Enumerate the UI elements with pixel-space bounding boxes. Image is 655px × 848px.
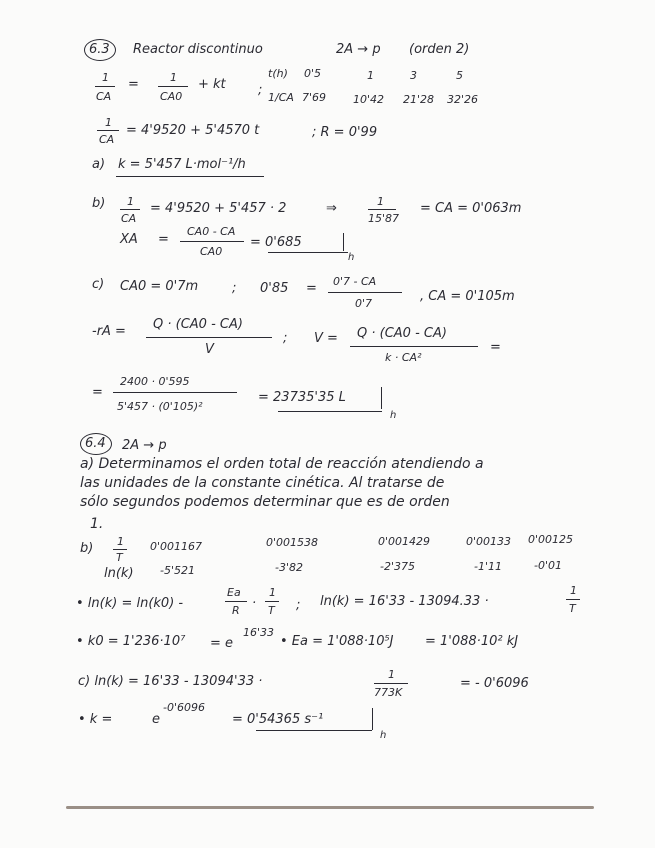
answer-underline: [278, 411, 382, 412]
exponential-base: e: [152, 712, 160, 727]
table-cell: -1'11: [474, 560, 502, 573]
conversion-value: 0'85: [260, 281, 289, 296]
fraction-num: Q · (CA0 - CA): [153, 317, 243, 332]
fraction-bar: [113, 549, 127, 550]
equals-sign: =: [306, 281, 317, 296]
fraction-bar: [180, 241, 244, 242]
concentration-result: , CA = 0'105m: [420, 289, 515, 304]
fraction-bar: [97, 130, 119, 131]
activation-energy: • Ea = 1'088·10⁵J: [280, 634, 394, 649]
fraction-den: R: [232, 604, 240, 617]
rate-constant-equation: c) ln(k) = 16'33 - 13094'33 ·: [78, 674, 263, 689]
fraction-num: CA0 - CA: [187, 225, 236, 238]
table-header-t: t(h): [268, 67, 288, 80]
answer-h-mark: h: [380, 730, 387, 741]
answer-mark: [343, 233, 344, 251]
fraction-num: 1: [269, 586, 276, 599]
answer-underline: [116, 176, 264, 177]
problem-number: 6.4: [85, 436, 106, 451]
ln-result: = - 0'6096: [460, 676, 529, 691]
table-cell: 3: [410, 69, 417, 82]
table-cell: 0'001429: [378, 535, 431, 548]
table-cell: 5: [456, 69, 463, 82]
fitted-equation: ln(k) = 16'33 - 13094.33 ·: [320, 594, 489, 609]
equals-sign: =: [490, 340, 501, 355]
linear-fit: = 4'9520 + 5'4570 t: [126, 123, 260, 138]
fraction-bar: [368, 209, 396, 210]
fraction-den: CA: [121, 212, 137, 225]
fraction-bar: [265, 601, 279, 602]
fraction-den: k · CA²: [385, 351, 422, 364]
exponential: = e: [210, 636, 234, 651]
reaction: 2A → p: [336, 42, 381, 57]
part-label: c): [92, 277, 105, 292]
table-cell: 0'001167: [150, 540, 203, 553]
text-line: 1.: [90, 516, 104, 532]
problem-number: 6.3: [89, 42, 110, 57]
page-bottom-edge: [66, 806, 594, 809]
activation-energy-result: = 1'088·10² kJ: [425, 634, 519, 649]
volume-symbol: V =: [314, 331, 338, 346]
reaction: 2A → p: [122, 438, 167, 453]
fraction-num: 2400 · 0'595: [120, 375, 190, 388]
table-cell: -5'521: [160, 564, 195, 577]
table-cell: 0'001538: [266, 536, 319, 549]
fraction-bar: [225, 601, 247, 602]
fraction-den: CA: [99, 133, 115, 146]
equals-sign: =: [128, 77, 139, 92]
fraction-den: CA: [96, 90, 112, 103]
initial-concentration: CA0 = 0'7m: [120, 279, 199, 294]
fraction-bar: [113, 392, 237, 393]
exponent: -0'6096: [163, 701, 205, 714]
part-label: b): [80, 541, 94, 556]
conversion-result: = 0'685: [250, 235, 302, 250]
volume-result: = 23735'35 L: [258, 390, 346, 405]
separator: ;: [258, 83, 263, 98]
fraction-den: 5'457 · (0'105)²: [117, 400, 203, 413]
separator: ;: [283, 331, 288, 346]
answer-h-mark: h: [348, 252, 355, 263]
multiply-dot: ·: [252, 596, 257, 611]
text-line: a) Determinamos el orden total de reacción atendiendo a: [80, 456, 484, 472]
preexponential-factor: • k0 = 1'236·10⁷: [76, 634, 186, 649]
table-header-lnk: ln(k): [104, 566, 134, 581]
table-cell: 0'00125: [528, 533, 574, 546]
fraction-num: 1: [170, 71, 177, 84]
answer-h-mark: h: [390, 410, 397, 421]
fraction-num: 1: [117, 535, 124, 548]
fraction-num: 1: [377, 195, 384, 208]
concentration-result: = CA = 0'063m: [420, 201, 522, 216]
fraction-bar: [350, 346, 478, 347]
fraction-bar: [566, 599, 580, 600]
equals-sign: =: [92, 385, 103, 400]
separator: ;: [232, 281, 237, 296]
table-cell: 1: [367, 69, 374, 82]
fraction-bar: [120, 209, 140, 210]
fraction-num: 1: [127, 195, 134, 208]
fraction-den: 15'87: [368, 212, 400, 225]
fraction-den: CA0: [160, 90, 183, 103]
fraction-num: 1: [102, 71, 109, 84]
problem-title: Reactor discontinuo: [133, 42, 263, 57]
fraction-bar: [158, 86, 188, 87]
fraction-den: 773K: [374, 686, 403, 699]
fraction-den: T: [268, 604, 275, 617]
reaction-order: (orden 2): [409, 42, 470, 57]
fraction-bar: [95, 86, 115, 87]
answer-mark: [372, 708, 373, 730]
exponent: 16'33: [243, 626, 275, 639]
fraction-num: 0'7 - CA: [333, 275, 377, 288]
fraction-num: Q · (CA0 - CA): [357, 326, 447, 341]
table-cell: 0'00133: [466, 535, 512, 548]
equals-sign: =: [158, 232, 169, 247]
fraction-bar: [146, 337, 272, 338]
text-line: las unidades de la constante cinética. Al tratarse de: [80, 475, 445, 491]
table-cell: 7'69: [302, 91, 327, 104]
answer-mark: [381, 387, 382, 409]
part-label: a): [92, 157, 106, 172]
arrhenius-equation: • ln(k) = ln(k0) -: [76, 596, 184, 611]
fraction-den: CA0: [200, 245, 223, 258]
fraction-num: 1: [570, 584, 577, 597]
rate-symbol: -rA =: [92, 324, 126, 339]
fraction-num: 1: [388, 668, 395, 681]
part-label: b): [92, 196, 106, 211]
fraction-bar: [374, 683, 408, 684]
separator: ;: [296, 598, 301, 613]
table-cell: -0'01: [534, 559, 562, 572]
table-cell: 0'5: [304, 67, 322, 80]
table-cell: 21'28: [403, 93, 435, 106]
fraction-num: 1: [105, 116, 112, 129]
table-cell: -2'375: [380, 560, 415, 573]
conversion-symbol: XA: [120, 232, 138, 247]
substitution: = 4'9520 + 5'457 · 2: [150, 201, 287, 216]
table-cell: 10'42: [353, 93, 385, 106]
fraction-den: T: [116, 551, 123, 564]
answer-underline: [256, 730, 372, 731]
table-cell: 32'26: [447, 93, 479, 106]
rate-constant-result: = 0'54365 s⁻¹: [232, 712, 324, 727]
fraction-den: T: [569, 602, 576, 615]
answer-underline: [268, 252, 348, 253]
table-cell: -3'82: [275, 561, 303, 574]
rate-term: + kt: [198, 77, 226, 92]
fraction-num: Ea: [227, 586, 241, 599]
fraction-den: 0'7: [355, 297, 373, 310]
answer-k: k = 5'457 L·mol⁻¹/h: [118, 157, 246, 172]
implies-arrow: ⇒: [326, 201, 337, 216]
text-line: sólo segundos podemos determinar que es de orden: [80, 494, 450, 510]
rate-constant-label: • k =: [78, 712, 113, 727]
correlation: ; R = 0'99: [312, 125, 378, 140]
fraction-den: V: [205, 342, 214, 357]
fraction-bar: [328, 292, 402, 293]
table-header-inv: 1/CA: [268, 91, 294, 104]
